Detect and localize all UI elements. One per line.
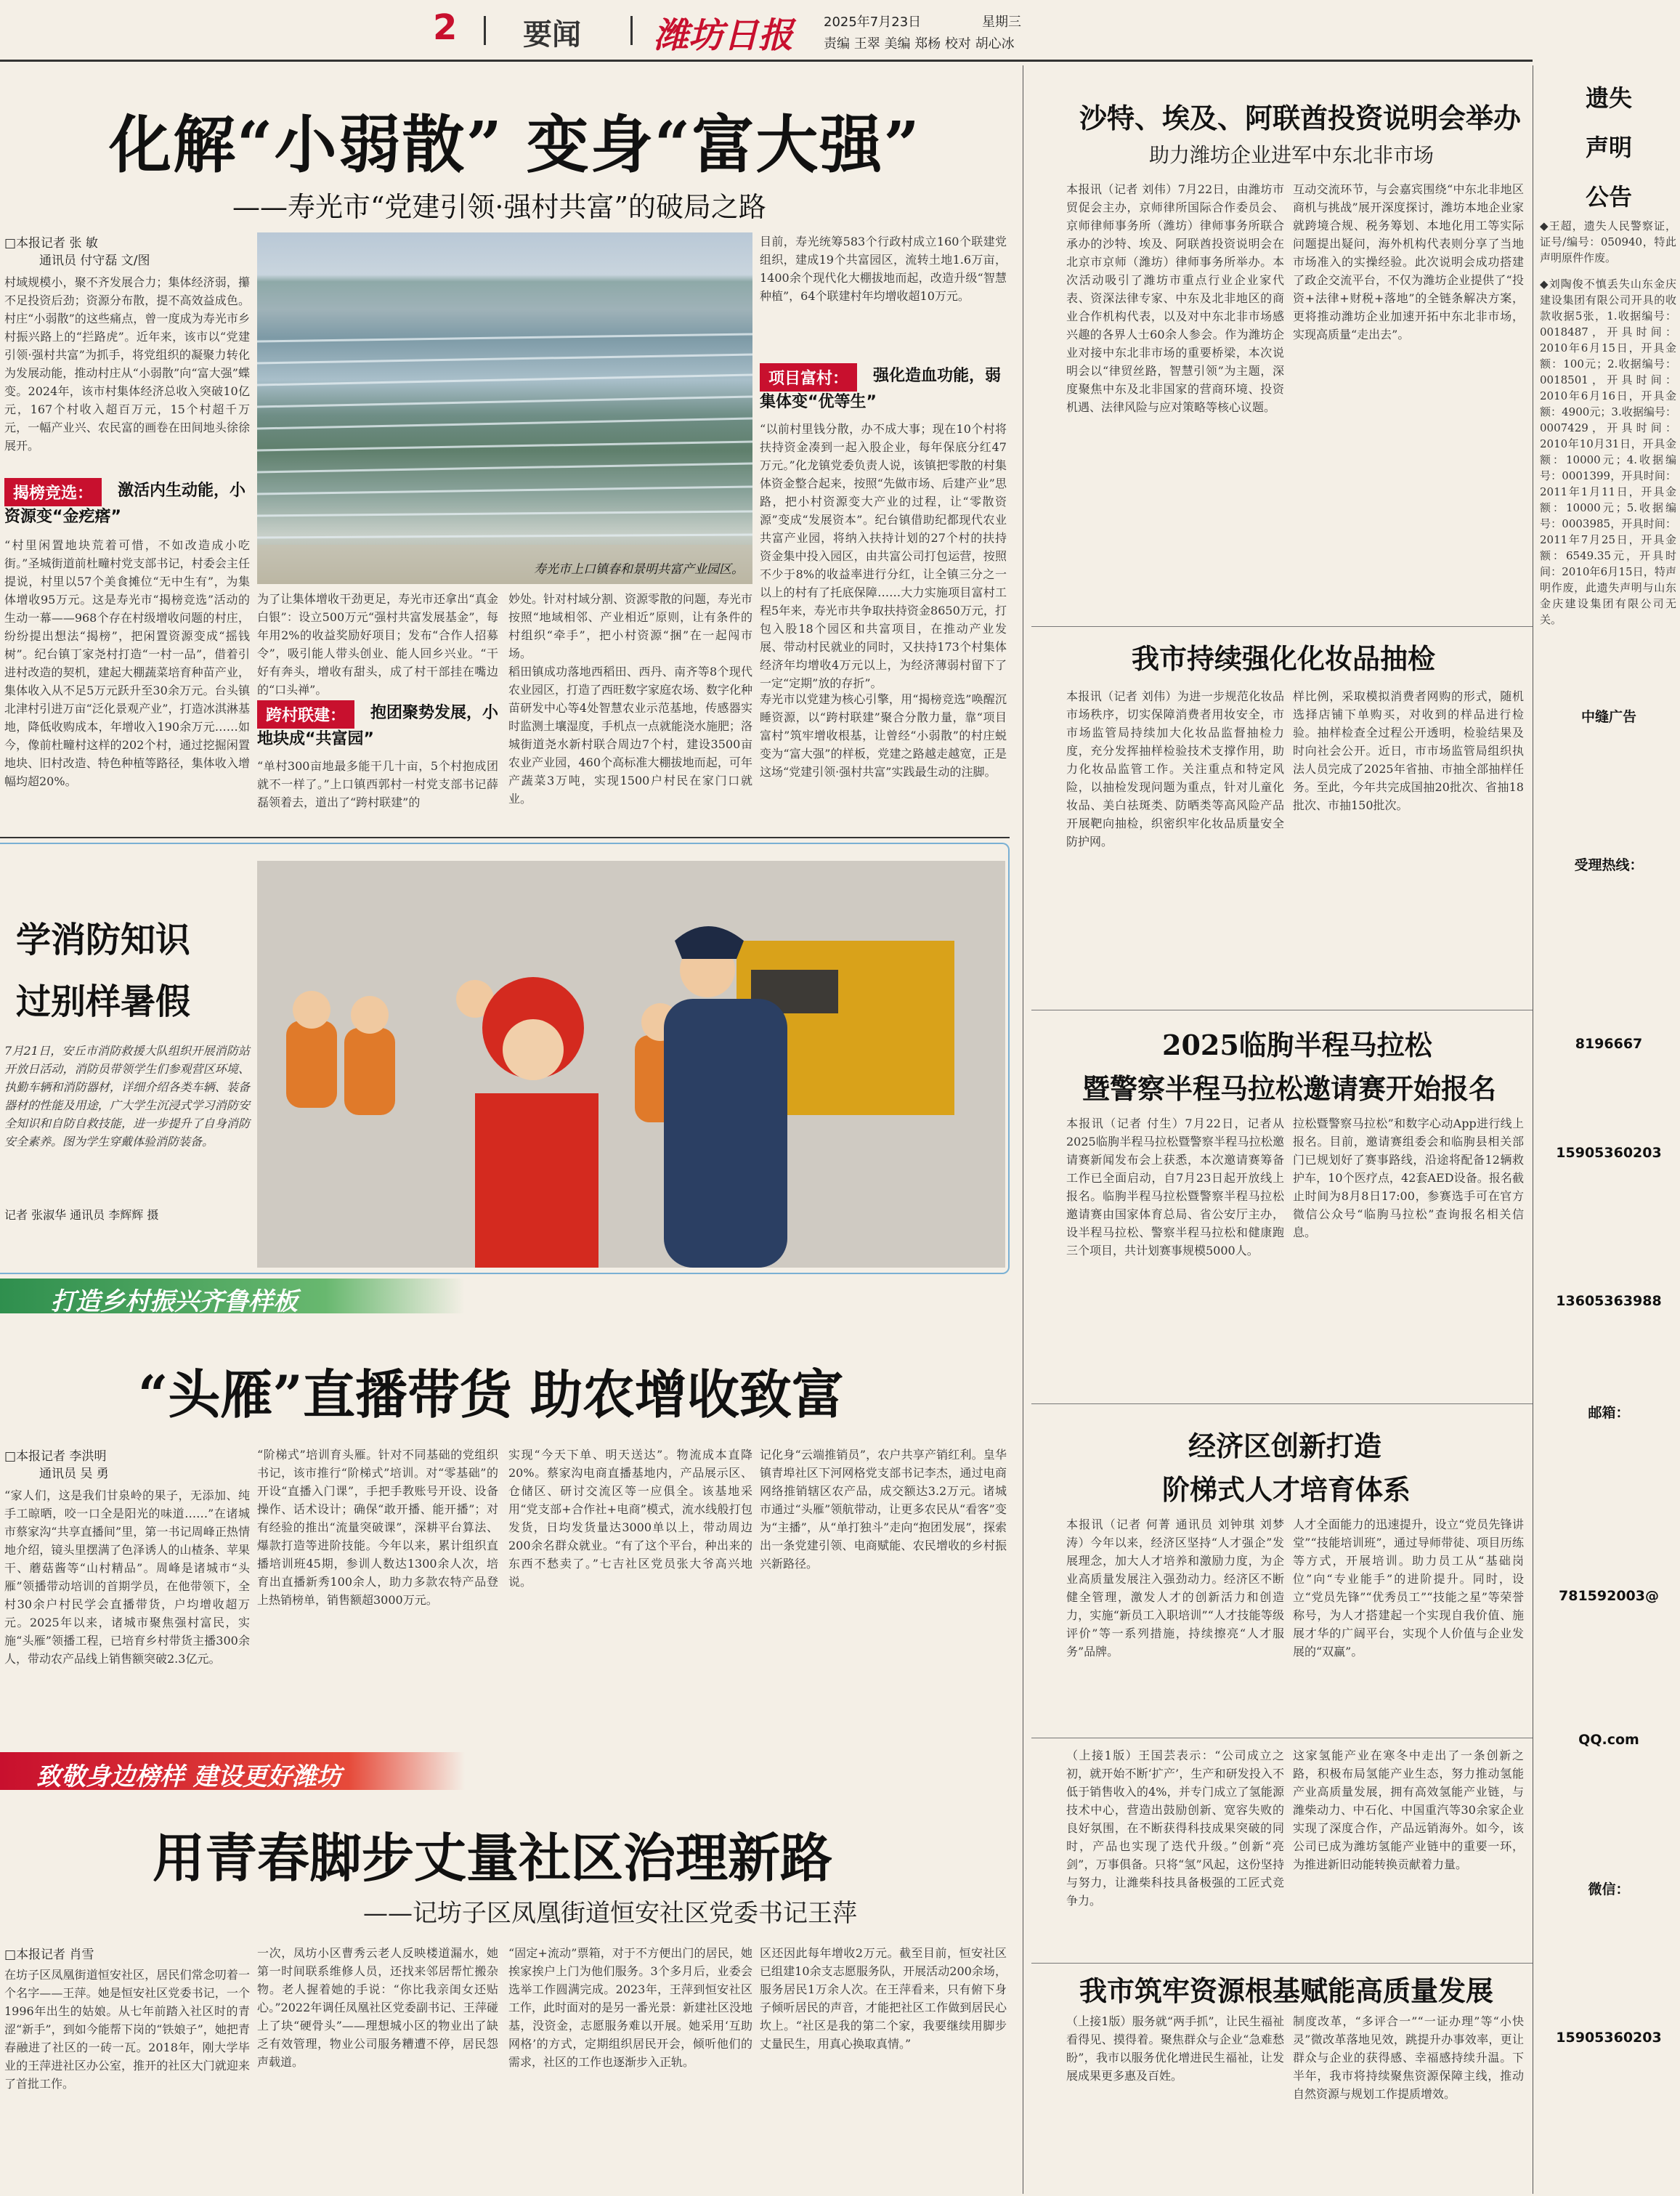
article3-title: “头雁”直播带货 助农增收致富 — [138, 1364, 844, 1425]
article3-byline: □本报记者 李洪明 — [4, 1449, 107, 1464]
right1-rule — [1031, 626, 1533, 627]
role-model-banner — [0, 1752, 465, 1790]
article4-subtitle: ——记坊子区凤凰街道恒安社区党委书记王萍 — [363, 1899, 857, 1928]
right4-title-line2: 阶梯式人才培育体系 — [1162, 1473, 1411, 1506]
phone-1: 8196667 — [1575, 1036, 1643, 1052]
article1-tag2-text: 强化造血功能，弱集体变“优等生” — [760, 367, 1002, 411]
article1-photo-greenhouses — [257, 232, 752, 584]
sidebar-title-line2: 声明 — [1585, 134, 1632, 161]
ad-label: 中缝广告 — [1580, 709, 1636, 725]
wechat-id: 15905360203 — [1556, 2030, 1662, 2046]
right4-title-line1: 经济区创新打造 — [1188, 1430, 1382, 1462]
article1-byline-2: 通讯员 付守磊 文/图 — [39, 254, 150, 268]
right5-col1: （上接1版）王国芸表示：“公司成立之初，就开始不断‘扩产’，生产和研发投入不低于销售收入的4%，并专门成立了氢能源技术中心，营造出鼓励创新、宽容失败的良好氛围，在不断获得科技成果突破的同时，产品也实现了迭代升级。”创新“亮剑”，万事俱备。只将“氢”风起，这份坚持与努力，让潍柴科技具备极强的工匠式竞争力。 — [1066, 1749, 1284, 1908]
right2-title: 我市持续强化化妆品抽检 — [1132, 642, 1436, 675]
right3-col2: 拉松暨警察马拉松”和数字心动App进行线上报名。目前，邀请赛组委会和临朐县相关部门已规划好了赛事路线，沿途将配备12辆救护车，10个医疗点，42套AED设备。报名截止时间为8月8日17:00，参赛选手可在官方微信公众号“临朐马拉松”查询报名相关信息。 — [1293, 1117, 1524, 1239]
article1-col2-b: “单村300亩地最多能干几十亩，5个村抱成团就不一样了。”上口镇西郭村一村党支部书记薛磊领着去，道出了“跨村联建”的 — [257, 759, 498, 809]
mail-label: 邮箱： — [1588, 1405, 1630, 1421]
phone-2: 15905360203 — [1556, 1145, 1662, 1161]
article1-subtitle: ——寿光市“党建引领·强村共富”的破局之路 — [232, 191, 766, 223]
right5-rule — [1031, 1963, 1533, 1964]
article2-credit: 记者 张淑华 通讯员 李辉辉 摄 — [4, 1208, 159, 1222]
right1-title: 沙特、埃及、阿联酋投资说明会举办 — [1079, 102, 1522, 134]
article1-photo-caption: 寿光市上口镇春和景明共富产业园区。 — [534, 562, 744, 577]
article1-col4-a: 妙处。针对村域分割、资源零散的问题，寿光市按照“地域相邻、产业相近”原则，让有条件的村组织“牵手”，把小村资源“捆”在一起闯市场。 — [508, 592, 753, 660]
article1-col2-a: 为了让集体增收干劲更足，寿光市还拿出“真金白银”：设立500万元“强村共富发展基金”，每年用2%的收益奖励好项目；发布“合作人招募令”，吸引能人带头创业、能人回乡兴业。“干好有奔头，增收有甜头，成了村干部挂在嘴边的“口头禅”。 — [257, 592, 498, 697]
issue-date: 2025年7月23日 — [824, 15, 922, 30]
article4-col1: 在坊子区凤凰街道恒安社区，居民们常念叨着一个名字——王萍。她是恒安社区党委书记，一个1996年出生的姑娘。从七年前踏入社区时的青涩“新手”，到如今能帮下岗的“铁娘子”，她把青春融进了社区的一砖一瓦。2018年，刚大学毕业的王萍进社区办公室，推开的社区大门就迎来了首批工作。 — [4, 1968, 250, 2091]
right3-title-line1: 2025临朐半程马拉松 — [1162, 1029, 1432, 1061]
article4-col3: “固定+流动”票箱，对于不方便出门的居民，她挨家挨户上门为他们服务。3个多月后，业委会选举工作圆满完成。2023年，王萍到恒安社区工作，此时面对的是另一番光景：新建社区没地基，没资金，志愿服务难以开展。她采用‘互助网格’的方式，定期组织居民开会，倾听他们的需求，社区的工作也逐渐步入正轨。 — [508, 1946, 753, 2069]
masthead-divider-2 — [630, 16, 633, 45]
right2-col2: 样比例，采取模拟消费者网购的形式，随机选择店铺下单购买，对收到的样品进行检验。抽样检查全过程公开透明，检验结果及时向社会公开。近日，市市场监管局组织执法人员完成了2025年省抽、市抽全部抽样任务。至此，今年共完成国抽20批次、省抽18批次、市抽150批次。 — [1293, 689, 1524, 812]
article1-col1-b: “村里闲置地块荒着可惜，不如改造成小吃街。”圣城街道前杜疃村党支部书记，村委会主任提说，村里以57个美食摊位“无中生有”，为集体增收95万元。这是寿光市“揭榜竞选”活动的生动一幕——968个存在村级增收问题的村庄，纷纷提出想法“揭榜”，把闲置资源变成“摇钱树”。纪台镇丁家尧村打造“一村一品”，借着引进村改造的契机，建起大棚蔬菜培育种苗产业，集体收入从不足5万元跃升至30余万元。台头镇北津村引进万亩“泛化景观产业”，打造冰淇淋基地，降低收购成本，年增收入190余万元……如今，像前杜疃村这样的202个村，通过挖掘闲置地块、旧村改造、特色种植等路径，集体收入增幅均超20%。 — [4, 538, 250, 788]
sidebar-title-line3: 公告 — [1585, 183, 1632, 211]
right3-title-line2: 暨警察半程马拉松邀请赛开始报名 — [1082, 1072, 1497, 1105]
right5-col2: 这家氢能产业在寒冬中走出了一条创新之路，积极布局氢能产业生态，努力推动氢能产业高质量发展，拥有高效氢能产业链，与潍柴动力、中石化、中国重汽等30余家企业实现了深度合作，产品远销海外。如今，该公司已成为潍坊氢能产业链中的重要一环，为推进新旧动能转换贡献着力量。 — [1293, 1749, 1524, 1871]
article2-title-line2: 过别样暑假 — [16, 981, 191, 1022]
sidebar-title-line1: 遗失 — [1585, 84, 1632, 112]
hotline-label: 受理热线： — [1574, 857, 1644, 873]
masthead-divider — [484, 16, 486, 45]
sidebar-notice-1: ◆王超，遗失人民警察证，证号/编号：050940，特此声明原件作废。 — [1540, 219, 1676, 264]
article4-col4: 区还因此每年增收2万元。截至目前，恒安社区已组建10余支志愿服务队，开展活动200余场，服务居民1万余人次。在王萍看来，只有俯下身子倾听居民的声音，才能把社区工作做到居民心坎上。“社区是我的第二个家，我要继续用脚步丈量民生，用真心换取真情。” — [760, 1946, 1007, 2051]
rural-banner — [0, 1279, 465, 1316]
right3-col1: 本报讯（记者 付生）7月22日，记者从2025临朐半程马拉松暨警察半程马拉松邀请赛新闻发布会上获悉，本次邀请赛筹备工作已全面启动，自7月23日起开放线上报名。临朐半程马拉松暨警察半程马拉松邀请赛由国家体育总局、省公安厅主办，设半程马拉松、警察半程马拉松和健康跑三个项目，共计划赛事规模5000人。 — [1066, 1117, 1284, 1257]
article1-col1-a: 村域规模小，聚不齐发展合力；集体经济弱，攥不足投资后劲；资源分布散，提不高效益成色。村庄“小弱散”的这些痛点，曾一度成为寿光市乡村振兴路上的“拦路虎”。近年来，该市以“党建引领·强村共富”为抓手，将党组织的凝聚力转化为发展动能，推动村庄从“小弱散”向“富大强”蝶变。2024年，该市村集体经济总收入突破10亿元，167个村收入超百万元，15个村超千万元，一幅产业兴、农民富的画卷在田间地头徐徐展开。 — [4, 275, 250, 453]
right3-rule — [1031, 1403, 1533, 1404]
article1-title: 化解“小弱散” 变身“富大强” — [109, 108, 921, 182]
masthead-rule — [0, 60, 1533, 62]
right4-col1: 本报讯（记者 何菁 通讯员 刘钟琪 刘梦涛）今年以来，经济区坚持“人才强企”发展理念，加大人才培养和激励力度，为企业高质量发展注入强劲动力。经济区不断健全管理，激发人才的创新活力和创造力，实施“新员工入职培训”“人才技能等级评价”等一系列措施，持续擦亮“人才服务”品牌。 — [1066, 1518, 1284, 1658]
section-name: 要闻 — [523, 18, 581, 52]
wechat-label: 微信： — [1588, 1881, 1630, 1897]
article1-tag2: 项目富村： — [760, 363, 857, 392]
article2-title-line1: 学消防知识 — [16, 920, 191, 960]
right6-title: 我市筑牢资源根基赋能高质量发展 — [1079, 1974, 1494, 2007]
article1-byline: □本报记者 张 敏 — [4, 236, 98, 251]
right2-col1: 本报讯（记者 刘伟）为进一步规范化妆品市场秩序，切实保障消费者用妆安全，市市场监管局持续加大化妆品监督抽检力度，充分发挥抽样检验技术支撑作用，助力化妆品监管工作。关注重点和特定风险，以抽检发现问题为重点，针对儿童化妆品、美白祛斑类、防晒类等高风险产品开展靶向抽检，织密织牢化妆品质量安全防护网。 — [1066, 689, 1284, 848]
mail-domain: QQ.com — [1578, 1732, 1639, 1748]
article2-photo-firefighter — [257, 861, 1005, 1268]
page-number: 2 — [433, 7, 458, 48]
article4-title: 用青春脚步丈量社区治理新路 — [153, 1827, 833, 1889]
greenhouse-rows-graphic — [257, 232, 752, 584]
article3-col4: 记化身“云端推销员”，农户共享产销红利。皇华镇青埠社区下河网格党支部书记李杰，通过电商网络推销辖区农产品，成交额达3.2万元。诸城市通过“头雁”领航带动，让更多农民从“看客”变为“主播”，从“单打独斗”走向“抱团发展”，探索出一条党建引领、电商赋能、农民增收的乡村振兴新路径。 — [760, 1448, 1007, 1571]
mail-address: 781592003@ — [1559, 1588, 1659, 1604]
right1-col2: 互动交流环节，与会嘉宾围绕“中东北非地区商机与挑战”展开深度探讨，潍坊本地企业家就跨境合规、税务筹划、本地化用工等实际问题提出疑问，海外机构代表则分享了当地市场准入的实操经验。此次说明会成功搭建了政企交流平台，不仅为潍坊企业提供了“投资+法律+财税+落地”的全链条解决方案，更将推动潍坊企业加速开拓中东北非市场，实现高质量“走出去”。 — [1293, 182, 1524, 341]
article1-tag3: 跨村联建： — [257, 700, 354, 729]
role-model-banner-text: 致敬身边榜样 建设更好潍坊 — [36, 1762, 341, 1791]
right1-subtitle: 助力潍坊企业进军中东北非市场 — [1149, 143, 1435, 167]
article3-byline-2: 通讯员 吴 勇 — [39, 1467, 109, 1481]
article1-col3-b: “以前村里钱分散，办不成大事；现在10个村将扶持资金凑到一起入股企业，每年保底分红47万元。”化龙镇党委负责人说，该镇把零散的村集体资金整合起来，按照“先做市场、后建产业”思路，把小村资源变大产业的过程，让“零散资源”变成“发展资本”。纪台镇借助纪都现代农业共富产业园，将纳入扶持计划的27个村的扶持资金集中投入园区，由共富公司打包运营，按照不少于8%的收益率进行分红，让全镇三分之一以上的村有了托底保障……大力实施项目富村工程5年来，寿光市共争取扶持资金8650万元，打包入股18个园区和共富项目，在推动产业发展、带动村民就业的同时，又扶持173个村集体经济年均增收4万元以上，为经济薄弱村留下了一定“定期”放的存折”。 — [760, 422, 1007, 690]
right4-col2: 人才全面能力的迅速提升，设立“党员先锋讲堂”“技能培训班”，通过导师带徒、项目历练等方式，开展培训。助力员工从“基础岗位”向“专业能手”的进阶提升。同时，设立“党员先锋”“优秀员工”“技能之星”等荣誉称号，为人才搭建起一个实现自我价值、施展才华的广阔平台，实现个人价值与企业发展的“双赢”。 — [1293, 1518, 1524, 1658]
right6-col1: （上接1版）服务就“两手抓”，让民生福祉看得见、摸得着。聚焦群众与企业“急难愁盼”，我市以服务优化增进民生福祉，让发展成果更多惠及百姓。 — [1066, 2014, 1284, 2083]
article3-col1: “家人们，这是我们甘泉岭的果子，无添加、纯手工晾晒，咬一口全是阳光的味道……”在诸城市蔡家沟“共享直播间”里，第一书记周峰正热情地介绍，镜头里摆满了色泽诱人的山楂条、苹果干、蘑菇酱等“山村精品”。周峰是诸城市“头雁”领播带动培训的首期学员，在他带领下，全村30余户村民学会直播带货，户均增收超万元。2025年以来，诸城市聚焦强村富民，实施“头雁”领播工程，已培育乡村带货主播300余人，带动农产品线上销售额突破2.3亿元。 — [4, 1488, 250, 1666]
rural-banner-text: 打造乡村振兴齐鲁样板 — [51, 1287, 298, 1316]
article1-col3-a: 目前，寿光统筹583个行政村成立160个联建党组织，建成19个共富园区，流转土地1.6万亩，1400余个现代化大棚拔地而起，改造升级“智慧种植”，64个联建村年均增收超10万元。 — [760, 235, 1007, 303]
article1-col4-b: 稻田镇成功落地西稻田、西丹、南齐等8个现代农业园区，打造了西旺数字家庭农场、数字化种苗研发中心等4处智慧农业示范基地，传感器实时监测土壤湿度，手机点一点就能浇水施肥；洛城街道尧水新村联合周边7个村，建设3500亩农业产业园，460个高标准大棚拔地而起，可年产蔬菜3万吨，实现1500户村民在家门口就业。 — [508, 665, 753, 806]
fire-station-scene — [257, 861, 1005, 1268]
paper-logo: 潍坊日报 — [654, 15, 794, 56]
article3-col3: 实现“今天下单、明天送达”。物流成本直降20%。蔡家沟电商直播基地内，产品展示区、仓储区、研讨交流区等一应俱全。该基地采用“党支部+合作社+电商”模式，流水线般打包发货，日均发货量达3000单以上，带动周边200余名群众就业。“有了这个平台，种出来的东西不愁卖了。”七吉社区党员张大爷高兴地说。 — [508, 1448, 752, 1589]
article4-col2: 一次，凤坊小区曹秀云老人反映楼道漏水，她第一时间联系维修人员，还找来邻居帮忙搬杂物。老人握着她的手说：“你比我亲闺女还贴心。”2022年调任凤凰社区党委副书记、王萍碰上了块“硬骨头”——理想城小区的物业出了缺乏有效管理，物业公司服务糟遭不停，居民怨声载道。 — [257, 1946, 498, 2069]
phone-3: 13605363988 — [1556, 1293, 1662, 1309]
article1-col3-c: 寿光市以党建为核心引擎，用“揭榜竞选”唤醒沉睡资源，以“跨村联建”聚合分散力量，靠“项目富村”筑牢增收根基，让曾经“小弱散”的村庄蜕变为“富大强”的样板，党建之路越走越宽，正是这场“党建引领·强村共富”实践最生动的注脚。 — [760, 692, 1007, 779]
article2-text: 7月21日，安丘市消防救援大队组织开展消防站开放日活动，消防员带领学生们参观营区环境、执勤车辆和消防器材，详细介绍各类车辆、装备器材的性能及用途，广大学生沉浸式学习消防安全知识和自防自救技能，进一步提升了自身消防安全素养。图为学生穿戴体验消防装备。 — [4, 1044, 250, 1148]
sidebar-notice-2: ◆刘陶俊不慎丢失山东金庆建设集团有限公司开具的收款收据5张，1.收据编号：0018487，开具时间：2010年6月15日，开具金额：100元；2.收据编号：0018501，开具时间：2010年6月16日，开具金额：4900元；3.收据编号：0007429，开具时间：2010年10月31日，开具金额：10000元；4.收据编号：0001399，开具时间：2011年1月11日，开具金额：10000元；5.收据编号：0003985，开具时间：2011年7月25日，开具金额：6549.35元，开具时间：2010年6月15日，特声明作废，此遗失声明与山东金庆建设集团有限公司无关。 — [1540, 277, 1676, 626]
article1-tag1-text: 激活内生动能，小资源变“金疙瘩” — [4, 482, 246, 526]
article1-bottom-rule — [0, 837, 1010, 838]
article1-tag3-text: 抱团聚势发展，小地块成“共富园” — [257, 704, 499, 748]
editors-line: 责编 王翠 美编 郑杨 校对 胡心冰 — [824, 36, 1015, 52]
article3-col2: “阶梯式”培训育头雁。针对不同基础的党组织书记，该市推行“阶梯式”培训。对“零基础”的开设“直播入门课”，手把手教账号开设、设备操作、话术设计；确保“敢开播、能开播”；对有经验的推出“流量突破课”，深耕平台算法、爆款打造等进阶技能。今年以来，累计组织直播培训班45期，参训人数达1300余人次，培育出直播新秀100余人，助力多款农特产品登上热销榜单，销售额超3000万元。 — [257, 1448, 498, 1607]
article1-tag1: 揭榜竞选： — [4, 478, 102, 506]
right6-col2: 制度改革，“多评合一”“一证办理”等“小快灵”微改革落地见效，跳提升办事效率，更让群众与企业的获得感、幸福感持续升温。下半年，我市将持续聚焦资源保障主线，推动自然资源与规划工作提质增效。 — [1293, 2014, 1524, 2101]
article4-byline: □本报记者 肖雪 — [4, 1948, 94, 1962]
issue-weekday: 星期三 — [982, 15, 1021, 30]
right1-col1: 本报讯（记者 刘伟）7月22日，由潍坊市贸促会主办，京师律所国际合作委员会、京师律师事务所（潍坊）律师事务所联合承办的沙特、埃及、阿联酋投资说明会在北京市京师（潍坊）律师事务所举办。本次活动吸引了潍坊市重点行业企业家代表、资深法律专家、中东及北非地区的商业合作机构代表，以及对中东北非市场感兴趣的各界人士60余人参会。作为潍坊企业对接中东北非市场的重要桥梁，本次说明会以“律贸丝路，智慧引领”为主题，深度聚焦中东及北非国家的营商环境、投资机遇、法律风险与应对策略等核心议题。 — [1066, 182, 1284, 414]
